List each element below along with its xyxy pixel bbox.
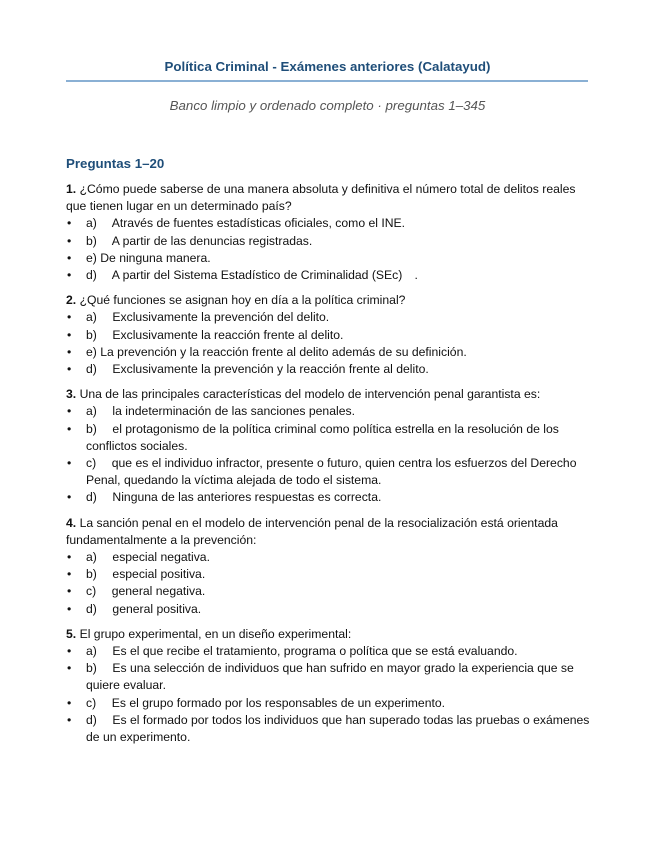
question-statement: Una de las principales características del modelo de intervención penal garantista es: [79, 387, 541, 402]
answer-option: • a) Exclusivamente la prevención del delito. [66, 309, 590, 326]
question-statement: ¿Cómo puede saberse de una manera absoluta y definitiva el número total de delitos reales que tienen lugar en un determinado país? [66, 182, 576, 214]
answer-option: • d) general positiva. [66, 601, 590, 618]
question-text [66, 292, 590, 309]
answer-option: • b) Es una selección de individuos que han sufrido en mayor grado la experiencia que se quiere evaluar. [66, 660, 590, 694]
answer-option: • d) Ninguna de las anteriores respuestas es correcta. [66, 489, 590, 506]
option-list [66, 643, 590, 746]
question-3 [66, 386, 590, 506]
question-statement: La sanción penal en el modelo de intervención penal de la resocialización está orientada fundamentalmente a la prevención: [66, 515, 558, 547]
answer-option: • a) especial negativa. [66, 549, 590, 566]
answer-option: • b) especial positiva. [66, 566, 590, 583]
option-list [66, 549, 590, 618]
answer-option: • e) La prevención y la reacción frente al delito además de su definición. [66, 344, 590, 361]
question-4 [66, 515, 590, 618]
answer-option: • b) Exclusivamente la reacción frente al delito. [66, 327, 590, 344]
option-list [66, 403, 590, 506]
question-text [66, 386, 590, 403]
answer-option: • a) Através de fuentes estadísticas oficiales, como el INE. [66, 215, 590, 232]
question-number: 3. [66, 387, 77, 402]
answer-option: • d) Es el formado por todos los individuos que han superado todas las pruebas o exámenes de un experimento. [66, 712, 590, 746]
question-number: 2. [66, 293, 77, 308]
question-1 [66, 181, 590, 284]
answer-option: • c) que es el individuo infractor, presente o futuro, quien centra los esfuerzos del Derecho Penal, quedando la víctima alejada de todo el sistema. [66, 455, 590, 489]
section-heading: Preguntas 1–20 [66, 156, 165, 171]
question-list [66, 181, 590, 754]
answer-option: • a) Es el que recibe el tratamiento, programa o política que se está evaluando. [66, 643, 590, 660]
answer-option: • b) el protagonismo de la política criminal como política estrella en la resolución de los conflictos sociales. [66, 421, 590, 455]
question-5 [66, 626, 590, 746]
title-divider [66, 80, 588, 82]
answer-option: • c) general negativa. [66, 583, 590, 600]
question-text [66, 181, 590, 215]
option-list [66, 215, 590, 284]
answer-option: • b) A partir de las denuncias registradas. [66, 233, 590, 250]
answer-option: • d) Exclusivamente la prevención y la reacción frente al delito. [66, 361, 590, 378]
answer-option: • a) la indeterminación de las sanciones penales. [66, 403, 590, 420]
document-subtitle: Banco limpio y ordenado completo · preguntas 1–345 [169, 98, 486, 113]
question-number: 4. [66, 515, 77, 530]
question-2 [66, 292, 590, 378]
answer-option: • e) De ninguna manera. [66, 250, 590, 267]
answer-option: • d) A partir del Sistema Estadístico de Criminalidad (SEc) . [66, 267, 590, 284]
option-list [66, 309, 590, 378]
answer-option: • c) Es el grupo formado por los responsables de un experimento. [66, 695, 590, 712]
question-number: 1. [66, 182, 77, 196]
question-statement: ¿Qué funciones se asignan hoy en día a la política criminal? [79, 293, 406, 308]
question-text [66, 515, 590, 549]
document-title: Política Criminal - Exámenes anteriores (Calatayud) [164, 59, 491, 74]
question-text [66, 626, 590, 643]
question-statement: El grupo experimental, en un diseño experimental: [79, 626, 352, 641]
question-number: 5. [66, 626, 77, 641]
